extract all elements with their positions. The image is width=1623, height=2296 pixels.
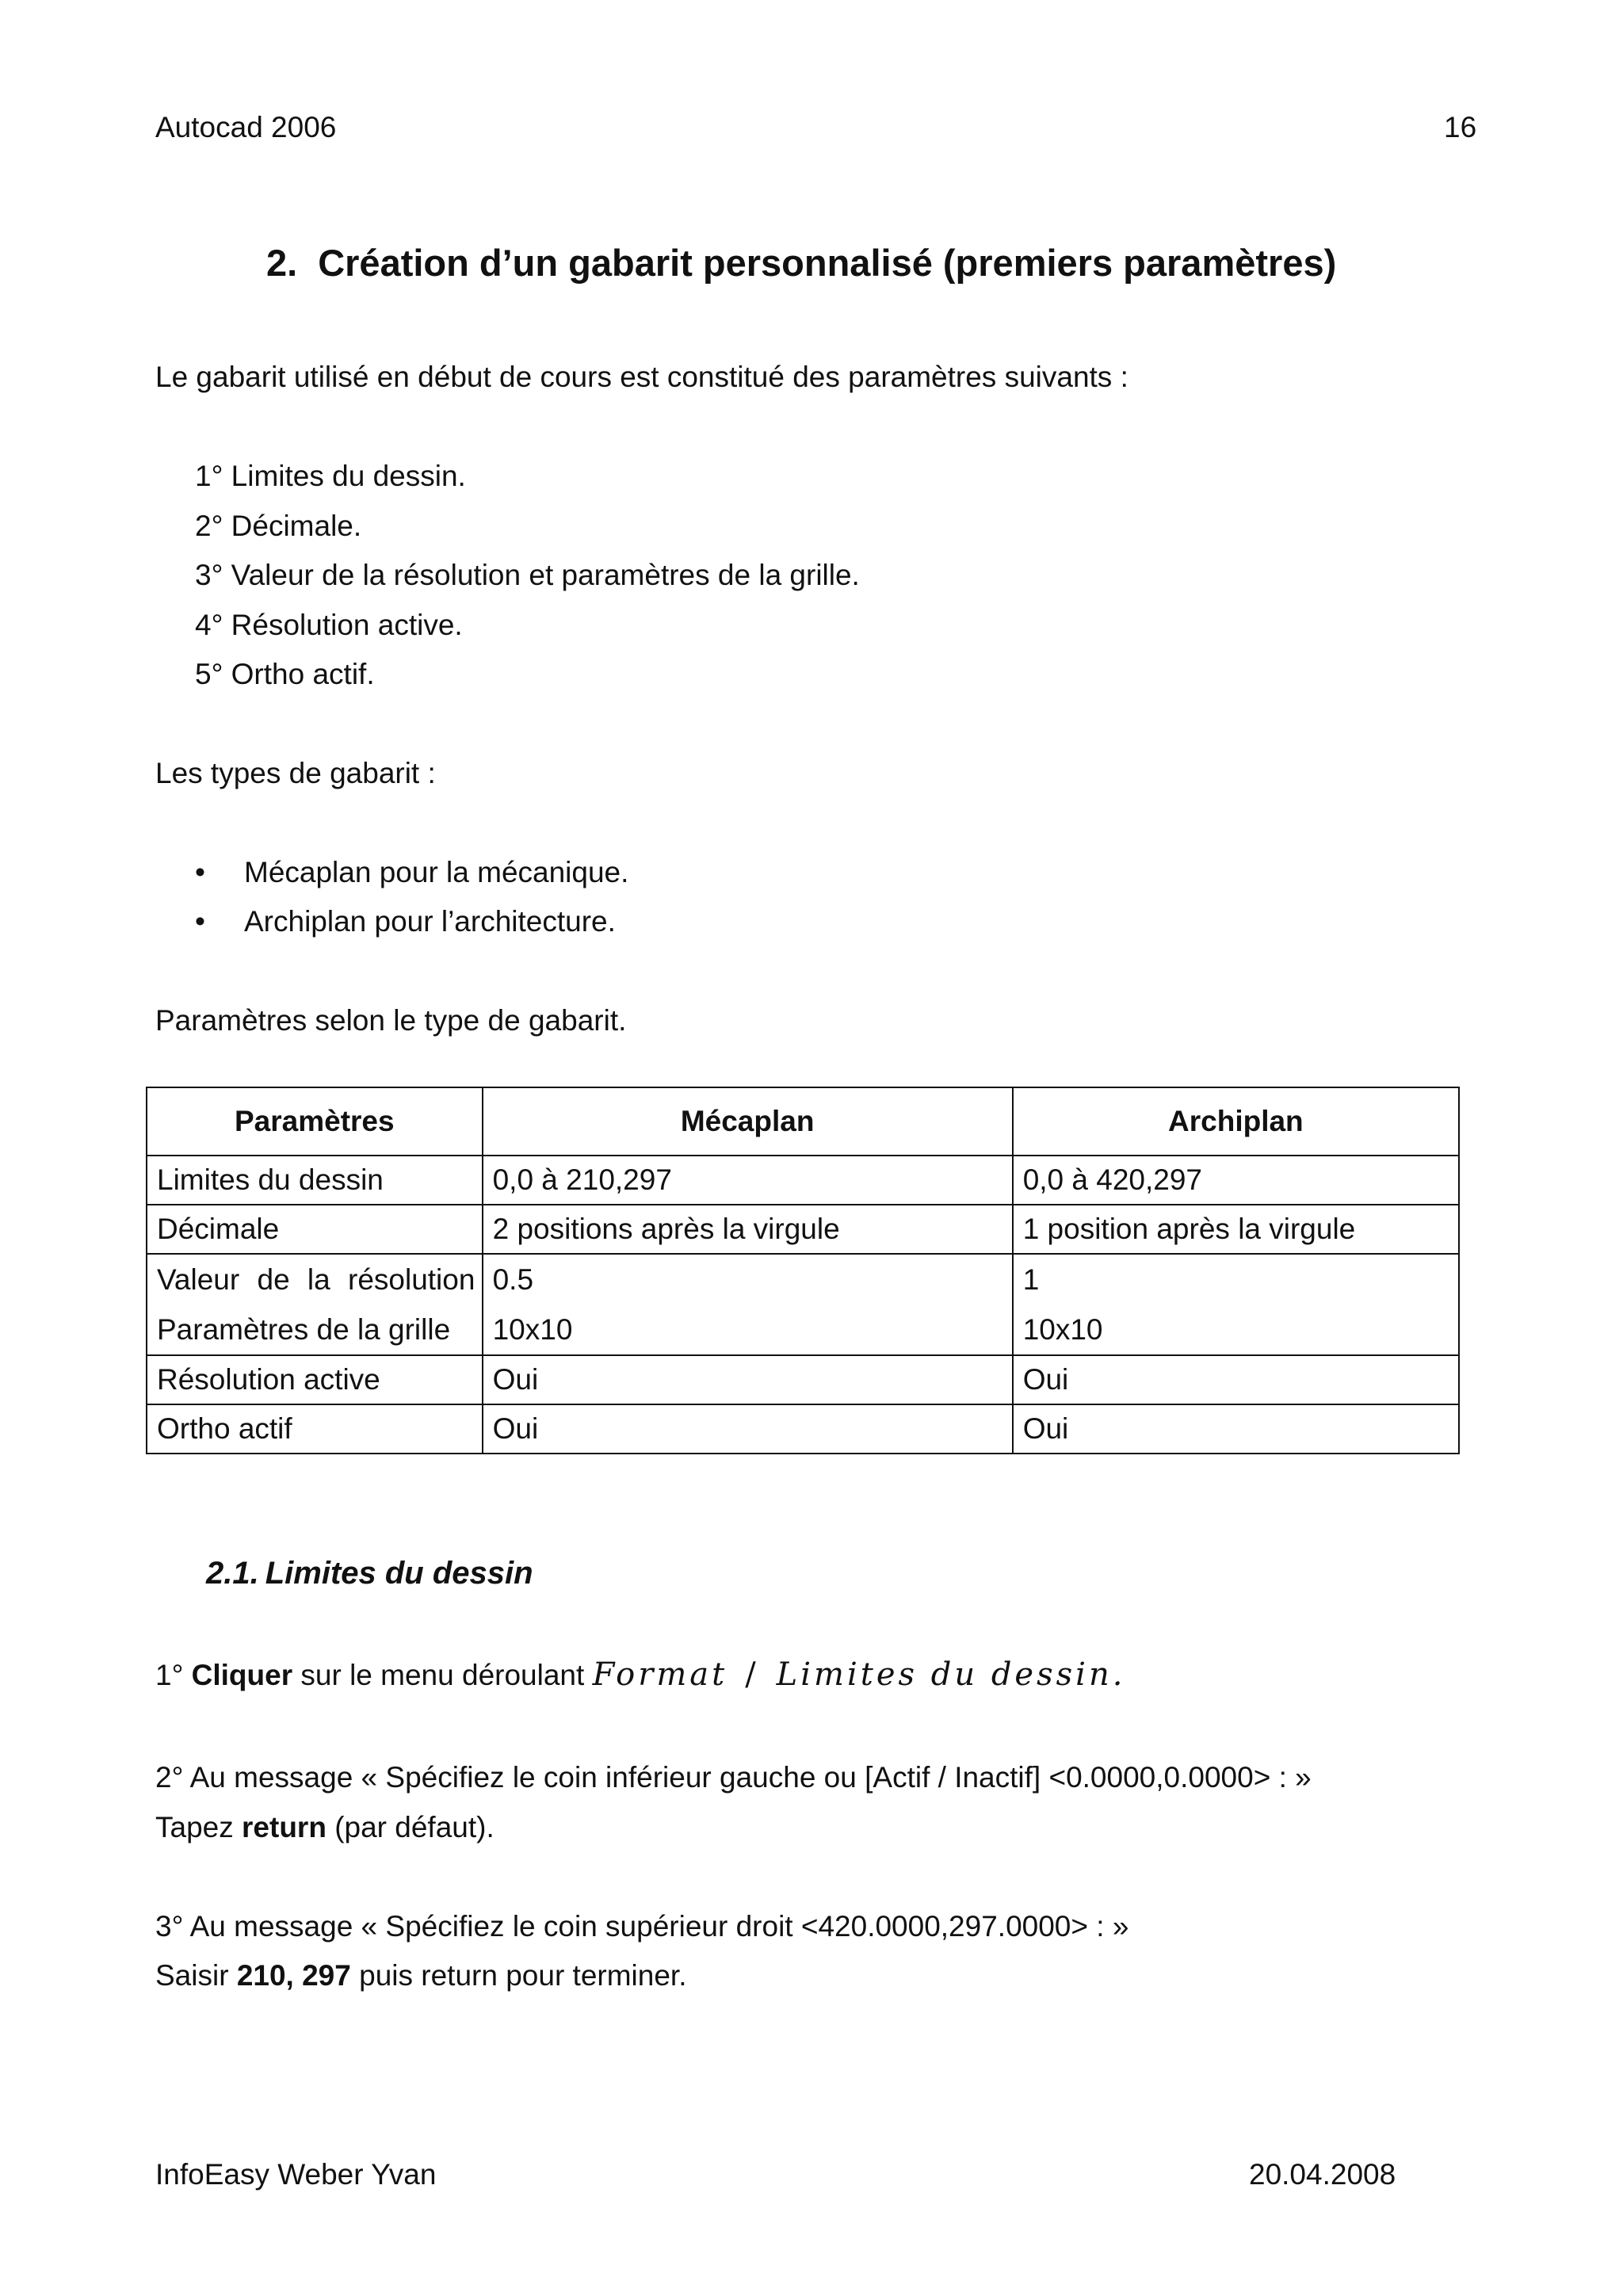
parameters-table	[146, 1087, 1460, 1454]
table-cell: 0,0 à 210,297	[483, 1156, 1013, 1205]
table-cell: Oui	[1013, 1355, 1459, 1404]
column-header-archiplan: Archiplan	[1013, 1087, 1459, 1156]
menu-path-format: Format	[592, 1656, 728, 1693]
step-3-instruction-suffix: puis return pour terminer.	[350, 1959, 687, 1992]
table-header-row	[147, 1087, 1459, 1156]
table-cell: Oui	[483, 1404, 1013, 1454]
step-1	[155, 1656, 1125, 1693]
step-3-value: 210, 297	[236, 1959, 351, 1992]
step-1-prefix: 1°	[155, 1659, 192, 1691]
section-title: Création d’un gabarit personnalisé (premiers paramètres)	[318, 242, 1337, 284]
types-list-item	[195, 856, 628, 889]
footer-date: 20.04.2008	[1249, 2158, 1396, 2191]
table-cell	[1013, 1254, 1459, 1355]
header-document-title: Autocad 2006	[155, 111, 337, 143]
param-list-item: 1° Limites du dessin.	[195, 460, 466, 492]
param-list-item: 2° Décimale.	[195, 510, 362, 542]
table-row	[147, 1404, 1459, 1454]
types-list-item-label: Mécaplan pour la mécanique.	[244, 856, 629, 888]
param-list-item: 5° Ortho actif.	[195, 658, 375, 690]
step-1-action: Cliquer	[191, 1659, 293, 1691]
step-2-instruction-suffix: (par défaut).	[326, 1811, 495, 1843]
subsection-number: 2.1.	[206, 1556, 259, 1591]
intro-paragraph: Le gabarit utilisé en début de cours est constitué des paramètres suivants :	[155, 361, 1128, 393]
table-row	[147, 1355, 1459, 1404]
menu-path	[593, 1656, 1126, 1693]
table-cell-line: Valeur de la résolution	[157, 1263, 475, 1296]
menu-path-separator: /	[745, 1656, 759, 1693]
column-header-mecaplan: Mécaplan	[483, 1087, 1013, 1156]
step-2-message: 2° Au message « Spécifiez le coin inférieur gauche ou [Actif / Inactif] <0.0000,0.0000> : »	[155, 1761, 1312, 1794]
table-cell-line: Paramètres de la grille	[157, 1313, 451, 1346]
subsection-heading	[206, 1556, 533, 1591]
table-cell-line: 10x10	[1022, 1313, 1103, 1346]
section-number: 2.	[266, 242, 298, 284]
types-list-item	[195, 905, 616, 938]
table-cell: 2 positions après la virgule	[483, 1205, 1013, 1254]
table-cell: Oui	[483, 1355, 1013, 1404]
table-cell-line: 10x10	[492, 1313, 573, 1346]
table-cell: 0,0 à 420,297	[1013, 1156, 1459, 1205]
step-1-text: sur le menu déroulant	[292, 1659, 593, 1691]
table-cell-line: 0.5	[492, 1263, 534, 1296]
table-cell: Résolution active	[147, 1355, 483, 1404]
table-cell: Décimale	[147, 1205, 483, 1254]
table-cell: Limites du dessin	[147, 1156, 483, 1205]
param-list-item: 4° Résolution active.	[195, 609, 463, 641]
step-2-key: return	[242, 1811, 327, 1843]
menu-path-limits: Limites du dessin.	[776, 1656, 1126, 1693]
column-header-parametres: Paramètres	[147, 1087, 483, 1156]
table-cell-line: 1	[1022, 1263, 1040, 1296]
param-list-item: 3° Valeur de la résolution et paramètres de la grille.	[195, 559, 860, 591]
step-3-instruction-prefix: Saisir	[155, 1959, 237, 1992]
footer-author: InfoEasy Weber Yvan	[155, 2158, 437, 2191]
table-row	[147, 1254, 1459, 1355]
step-2-instruction	[155, 1811, 495, 1844]
step-2-instruction-prefix: Tapez	[155, 1811, 242, 1843]
page-number: 16	[1444, 111, 1477, 143]
table-row	[147, 1205, 1459, 1254]
subsection-title: Limites du dessin	[265, 1556, 533, 1591]
step-3-instruction	[155, 1959, 686, 1992]
table-cell	[483, 1254, 1013, 1355]
bullet-icon: •	[195, 856, 205, 888]
table-cell: Ortho actif	[147, 1404, 483, 1454]
table-caption: Paramètres selon le type de gabarit.	[155, 1004, 627, 1037]
table-cell: Oui	[1013, 1404, 1459, 1454]
types-heading: Les types de gabarit :	[155, 757, 436, 789]
step-3-message: 3° Au message « Spécifiez le coin supérieur droit <420.0000,297.0000> : »	[155, 1910, 1129, 1943]
bullet-icon: •	[195, 905, 205, 938]
section-heading	[266, 241, 1336, 285]
table-cell	[147, 1254, 483, 1355]
types-list-item-label: Archiplan pour l’architecture.	[244, 905, 616, 938]
table-cell: 1 position après la virgule	[1013, 1205, 1459, 1254]
table-row	[147, 1156, 1459, 1205]
